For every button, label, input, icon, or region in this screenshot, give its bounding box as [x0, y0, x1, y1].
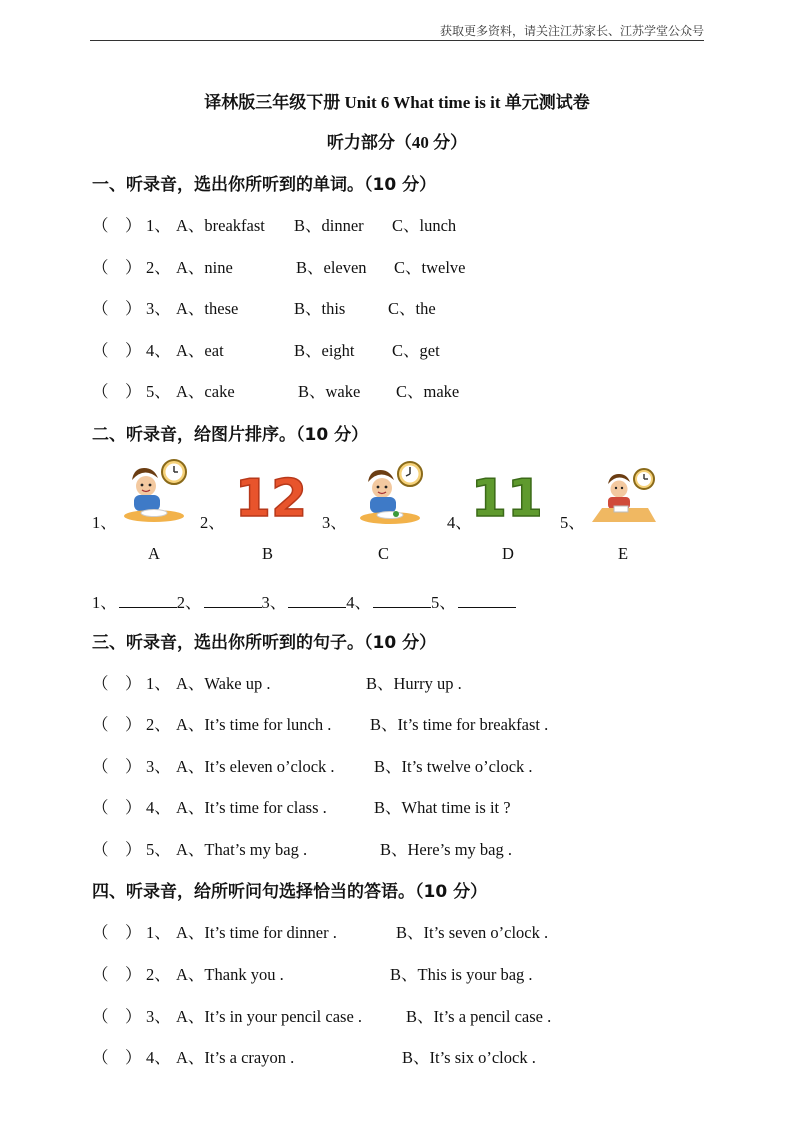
- option-b: B、Hurry up .: [366, 674, 462, 693]
- question-number: 4、: [146, 1048, 171, 1067]
- picture-number: 1、: [92, 513, 117, 532]
- option-b: B、It’s a pencil case .: [406, 1007, 552, 1026]
- question-number: 4、: [146, 798, 171, 817]
- answer-blank-4[interactable]: [346, 589, 431, 613]
- option-a: A、these: [176, 299, 239, 318]
- picture-letter: D: [502, 544, 514, 563]
- option-b: B、this: [294, 299, 346, 318]
- section-2-heading: 二、听录音，给图片排序。（10 分）: [92, 425, 369, 445]
- question-number: 1、: [146, 923, 171, 942]
- question-number: 4、: [146, 341, 171, 360]
- option-b: B、Here’s my bag .: [380, 840, 512, 859]
- picture-number: 5、: [560, 513, 585, 532]
- question-number: 3、: [146, 757, 171, 776]
- answer-blank-1[interactable]: [92, 589, 177, 613]
- question-number: 2、: [146, 715, 171, 734]
- answer-paren[interactable]: （ ）: [92, 923, 142, 942]
- picture-letter: B: [262, 544, 274, 563]
- option-c: C、get: [392, 341, 440, 360]
- option-a: A、That’s my bag .: [176, 840, 308, 859]
- answer-paren[interactable]: （ ）: [92, 674, 142, 693]
- question-number: 3、: [146, 299, 171, 318]
- option-b: B、wake: [298, 382, 361, 401]
- boy-eating-clock-icon: [116, 456, 192, 526]
- option-b: B、It’s six o’clock .: [402, 1048, 536, 1067]
- answer-number: 4、: [346, 593, 371, 612]
- option-a: A、eat: [176, 341, 224, 360]
- answer-paren[interactable]: （ ）: [92, 299, 142, 318]
- option-b: B、It’s twelve o’clock .: [374, 757, 533, 776]
- section-1-heading: 一、听录音，选出你所听到的单词。（10 分）: [92, 175, 437, 195]
- option-a: A、It’s time for dinner .: [176, 923, 337, 942]
- option-a: A、cake: [176, 382, 235, 401]
- answer-paren[interactable]: （ ）: [92, 757, 142, 776]
- question-number: 5、: [146, 840, 171, 859]
- boy-eating-clock-icon: [352, 458, 428, 528]
- option-c: C、twelve: [394, 258, 466, 277]
- picture-letter: A: [148, 544, 160, 563]
- option-b: B、eight: [294, 341, 355, 360]
- answer-number: 1、: [92, 593, 117, 612]
- page-title: 译林版三年级下册 Unit 6 What time is it 单元测试卷: [204, 93, 590, 112]
- answer-paren[interactable]: （ ）: [92, 1007, 142, 1026]
- option-a: A、nine: [176, 258, 233, 277]
- answer-blank-2[interactable]: [177, 589, 262, 613]
- option-c: C、the: [388, 299, 436, 318]
- option-a: A、breakfast: [176, 216, 265, 235]
- option-b: B、eleven: [296, 258, 367, 277]
- answer-paren[interactable]: （ ）: [92, 715, 142, 734]
- ordering-answers: [92, 589, 516, 613]
- picture-letter: C: [378, 544, 390, 563]
- number-11-text: 11: [474, 469, 540, 522]
- answer-paren[interactable]: （ ）: [92, 382, 142, 401]
- boy-at-desk-clock-icon: [588, 466, 658, 524]
- option-b: B、It’s time for breakfast .: [370, 715, 549, 734]
- header-rule: [90, 40, 704, 41]
- question-number: 1、: [146, 674, 171, 693]
- answer-number: 2、: [176, 593, 202, 612]
- option-a: A、It’s eleven o’clock .: [176, 757, 335, 776]
- answer-number: 3、: [261, 593, 287, 612]
- answer-paren[interactable]: （ ）: [92, 798, 142, 817]
- question-number: 5、: [146, 382, 171, 401]
- question-number: 3、: [146, 1007, 171, 1026]
- option-c: C、make: [396, 382, 460, 401]
- header-note: 获取更多资料，请关注江苏家长、江苏学堂公众号: [439, 24, 704, 38]
- option-a: A、It’s time for class .: [176, 798, 327, 817]
- answer-paren[interactable]: （ ）: [92, 258, 142, 277]
- number-12-text: 12: [236, 469, 306, 522]
- picture-number: 2、: [200, 513, 225, 532]
- answer-number: 5、: [431, 593, 456, 612]
- option-a: A、Thank you .: [176, 965, 284, 984]
- picture-number: 4、: [447, 513, 472, 532]
- answer-blank-5[interactable]: [431, 589, 516, 613]
- number-12-icon: [236, 466, 306, 522]
- option-b: B、dinner: [294, 216, 364, 235]
- option-b: B、What time is it ?: [374, 798, 511, 817]
- answer-paren[interactable]: （ ）: [92, 216, 142, 235]
- answer-blank-3[interactable]: [262, 589, 347, 613]
- option-a: A、It’s time for lunch .: [176, 715, 332, 734]
- picture-letter: E: [618, 544, 629, 563]
- answer-paren[interactable]: （ ）: [92, 341, 142, 360]
- section-3-heading: 三、听录音，选出你所听到的句子。（10 分）: [92, 633, 437, 653]
- question-number: 2、: [146, 965, 171, 984]
- option-b: B、It’s seven o’clock .: [396, 923, 549, 942]
- number-11-icon: [474, 466, 540, 522]
- answer-paren[interactable]: （ ）: [92, 1048, 142, 1067]
- answer-paren[interactable]: （ ）: [92, 840, 142, 859]
- option-c: C、lunch: [392, 216, 457, 235]
- picture-number: 3、: [322, 513, 347, 532]
- question-number: 1、: [146, 216, 171, 235]
- question-number: 2、: [146, 258, 171, 277]
- answer-paren[interactable]: （ ）: [92, 965, 142, 984]
- option-a: A、Wake up .: [176, 674, 271, 693]
- page-subtitle: 听力部分（40 分）: [326, 133, 468, 152]
- option-a: A、It’s a crayon .: [176, 1048, 295, 1067]
- option-a: A、It’s in your pencil case .: [176, 1007, 363, 1026]
- option-b: B、This is your bag .: [390, 965, 533, 984]
- section-4-heading: 四、听录音，给所听问句选择恰当的答语。（10 分）: [92, 882, 488, 902]
